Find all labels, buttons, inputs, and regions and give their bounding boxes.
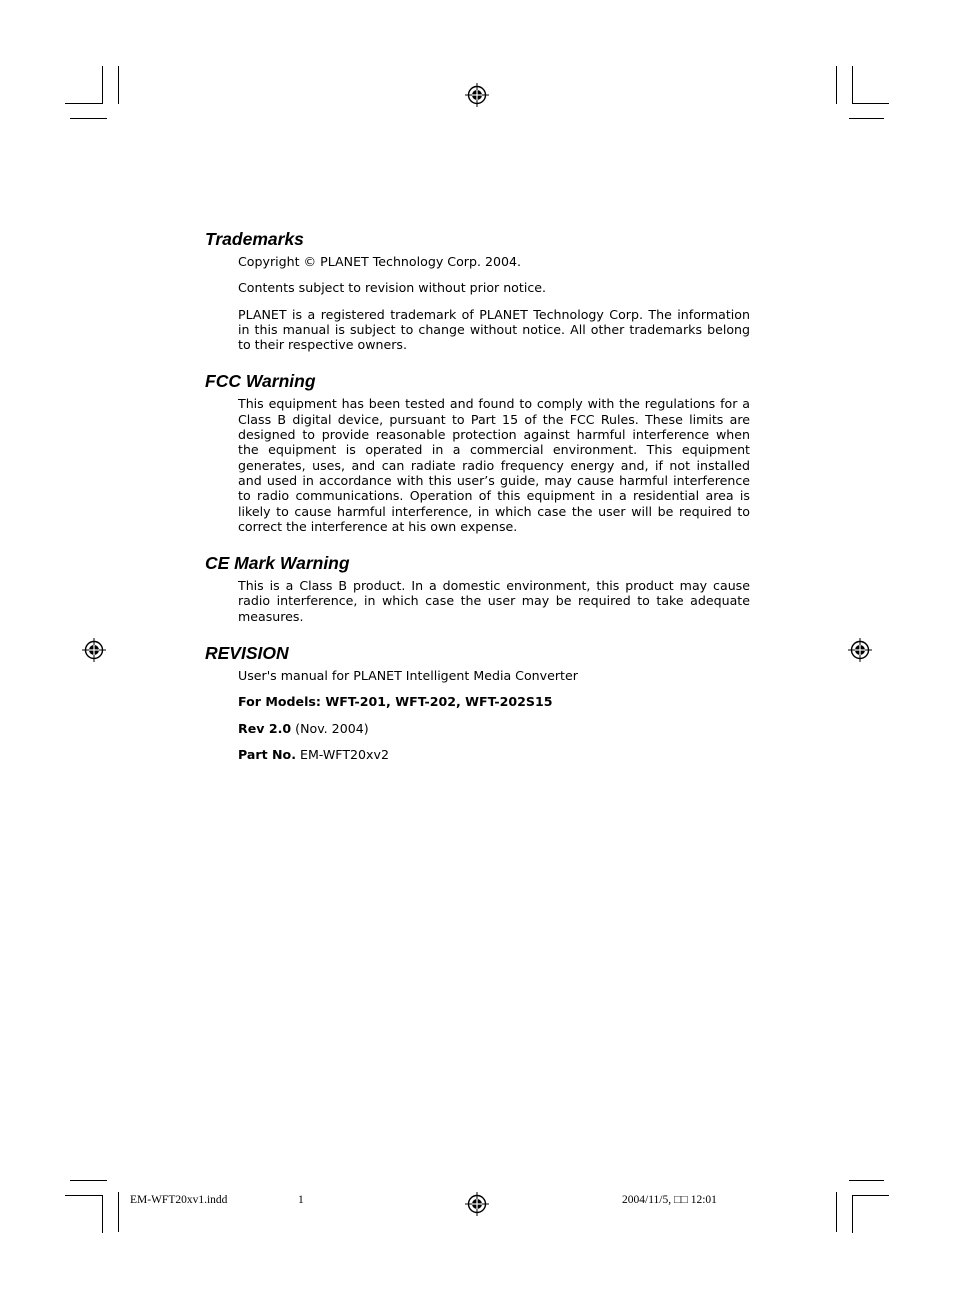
registration-mark-icon [465,1192,489,1216]
crop-mark [65,1195,103,1196]
models-line [238,694,750,709]
part-number-line [238,747,750,762]
crop-mark [70,1180,107,1181]
registration-mark-icon [848,638,872,662]
fcc-warning-section [205,370,750,534]
crop-mark [102,66,103,104]
fcc-warning-heading: FCC Warning [205,371,316,392]
revision-notice-text: Contents subject to revision without prior notice. [238,280,546,296]
slug-timestamp: 2004/11/5, □□ 12:01 [622,1194,717,1206]
trademarks-section [205,228,750,352]
crop-mark [849,1180,884,1181]
crop-mark [118,1192,119,1232]
part-number: EM-WFT20xv2 [295,746,389,762]
crop-mark [852,103,889,104]
crop-mark [65,103,103,104]
revision-section [205,642,750,762]
crop-mark [852,1195,889,1196]
fcc-warning-text: This equipment has been tested and found to comply with the regulations for a Class B digital device, pursuant to Part 15 of the FCC Rules. These limits are designed to provide reasonable protection against harmful interference when the equipment is operated in a commercial environment. This equipment generates, uses, and can radiate radio frequency energy and, if not installed and used in accordance with this user’s guide, may cause harmful interference to radio communications. Operation of this equipment in a residential area is likely to cause harmful interference, in which case the user will be required to correct the interference at his own expense. [238,396,750,534]
revision-heading: REVISION [205,643,289,664]
registration-mark-icon [465,83,489,107]
part-label: Part No. [238,746,296,762]
ce-mark-warning-text: This is a Class B product. In a domestic environment, this product may cause radio interference, in which case the user may be required to take adequate measures. [238,578,750,624]
page-content [205,228,750,780]
crop-mark [852,1195,853,1233]
rev-line [238,721,750,736]
crop-mark [849,118,884,119]
copyright-text: Copyright © PLANET Technology Corp. 2004. [238,254,522,269]
manual-description: User's manual for PLANET Intelligent Media Converter [238,668,578,684]
models-text: For Models: WFT-201, WFT-202, WFT-202S15 [238,694,553,710]
slug-filename: EM-WFT20xv1.indd [130,1194,228,1206]
crop-mark [70,118,107,119]
crop-mark [852,66,853,104]
registration-mark-icon [82,638,106,662]
crop-mark [836,66,837,104]
ce-mark-warning-heading: CE Mark Warning [205,553,350,574]
registered-trademark-text: PLANET is a registered trademark of PLANET Technology Corp. The information in this manual is subject to change without notice. All other trademarks belong to their respective owners. [238,306,750,353]
slug-page-number: 1 [298,1194,304,1206]
rev-label: Rev 2.0 [238,720,292,736]
crop-mark [836,1192,837,1232]
crop-mark [102,1195,103,1233]
rev-date: (Nov. 2004) [291,720,369,736]
crop-mark [118,66,119,104]
ce-mark-warning-section [205,552,750,624]
trademarks-heading: Trademarks [205,229,304,249]
